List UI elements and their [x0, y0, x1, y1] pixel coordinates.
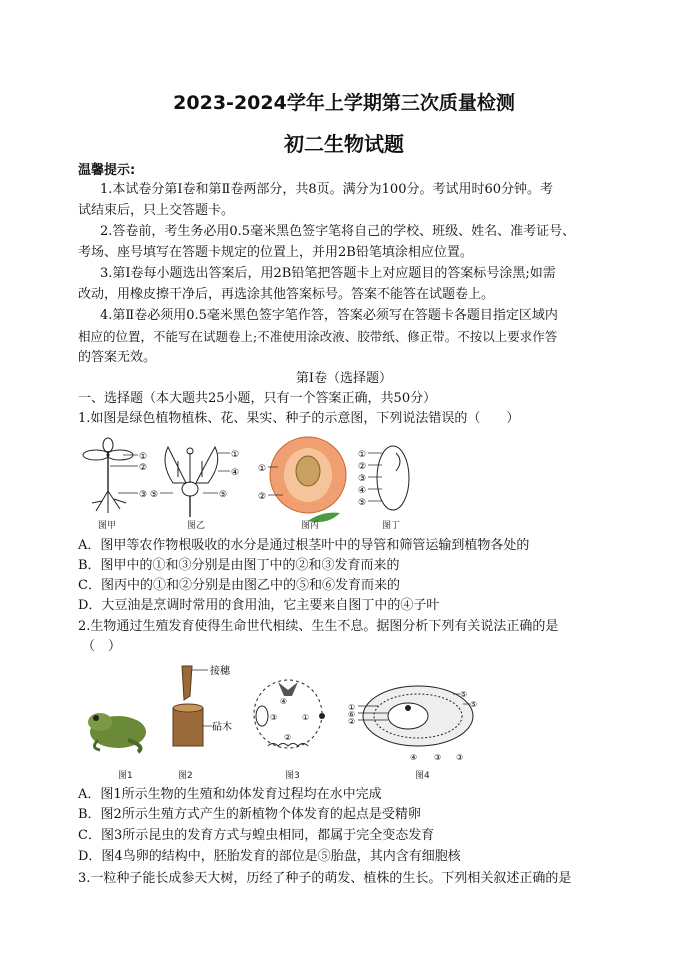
- label-6: ⑥: [348, 710, 356, 719]
- label-5: ⑤: [150, 490, 159, 500]
- insect-cycle-figure: [254, 680, 325, 748]
- q1-option-c: C．图丙中的①和②分别是由图乙中的⑤和⑥发育而来的: [78, 578, 400, 593]
- q1-figures: [78, 433, 428, 533]
- caption-fig2: 图2: [178, 771, 193, 781]
- q1-option-d: D．大豆油是烹调时常用的食用油，它主要来自图丁中的④子叶: [78, 598, 440, 613]
- q2-option-c: C．图3所示昆虫的发育方式与蝗虫相同，都属于完全变态发育: [78, 828, 435, 843]
- q2-option-a: A．图1所示生物的生殖和幼体发育过程均在水中完成: [78, 787, 382, 802]
- notice-line: 考场、座号填写在答题卡规定的位置上，并用2B铅笔填涂相应位置。: [78, 245, 473, 260]
- q1-option-a: A．图甲等农作物根吸收的水分是通过根茎叶中的导管和筛管运输到植物各处的: [78, 538, 530, 553]
- label-1: ①: [231, 450, 240, 460]
- grafting-figure: [173, 664, 232, 746]
- frog-figure: [88, 713, 146, 752]
- label-4: ④: [358, 486, 367, 496]
- caption-bing: 图丙: [301, 521, 320, 531]
- caption-fig3: 图3: [285, 771, 300, 781]
- question-2-stem-bracket: （ ）: [82, 639, 122, 654]
- egg-figure: [348, 686, 477, 762]
- label-5: ⑤: [219, 490, 228, 500]
- label-1: ①: [348, 703, 356, 712]
- label-1: ①: [139, 452, 148, 462]
- page-subtitle: 初二生物试题: [284, 132, 404, 156]
- question-1-stem: 1.如图是绿色植物植株、花、果实、种子的示意图，下列说法错误的（ ）: [78, 411, 520, 426]
- seed-figure: [358, 446, 409, 510]
- notice-line: 3.第Ⅰ卷每小题选出答案后，用2B铅笔把答题卡上对应题目的答案标号涂黑;如需: [100, 266, 556, 281]
- label-3: ③: [456, 753, 464, 762]
- section-heading: 一、选择题（本大题共25小题，只有一个答案正确，共50分）: [78, 391, 437, 406]
- label-4: ④: [231, 468, 240, 478]
- label-1: ①: [258, 464, 267, 474]
- label-1: ①: [358, 450, 367, 460]
- notice-heading: 温馨提示:: [78, 163, 136, 178]
- label-5: ⑤: [460, 690, 468, 699]
- label-3: ③: [270, 713, 278, 722]
- label-3: ③: [358, 474, 367, 484]
- page-title: 2023-2024学年上学期第三次质量检测: [173, 92, 515, 114]
- scion-label: 接穗: [210, 666, 230, 677]
- notice-line: 的答案无效。: [78, 350, 157, 365]
- q2-option-d: D．图4鸟卵的结构中，胚胎发育的部位是⑤胎盘，其内含有细胞核: [78, 849, 461, 864]
- peach-figure: [258, 437, 346, 522]
- caption-fig1: 图1: [118, 771, 133, 781]
- plant-figure: [83, 438, 147, 513]
- part-title: 第Ⅰ卷（选择题）: [295, 371, 393, 386]
- label-3: ③: [139, 490, 148, 500]
- question-2-stem: 2.生物通过生殖发育使得生命世代相续、生生不息。据图分析下列有关说法正确的是: [78, 619, 559, 634]
- notice-line: 1.本试卷分第Ⅰ卷和第Ⅱ卷两部分，共8页。满分为100分。考试用时60分钟。考: [100, 182, 554, 197]
- q2-option-b: B．图2所示生殖方式产生的新植物个体发育的起点是受精卵: [78, 807, 421, 822]
- label-4: ④: [280, 697, 288, 706]
- notice-line: 改动，用橡皮擦干净后，再选涂其他答案标号。答案不能答在试题卷上。: [78, 287, 495, 302]
- notice-line: 4.第Ⅱ卷必须用0.5毫米黑色签字笔作答，答案必须写在答题卡各题目指定区域内: [100, 308, 558, 323]
- notice-line: 相应的位置，不能写在试题卷上;不准使用涂改液、胶带纸、修正带。不按以上要求作答: [78, 329, 558, 344]
- q2-figures: [78, 660, 478, 765]
- label-4: ④: [410, 753, 418, 762]
- caption-yi: 图乙: [187, 521, 206, 531]
- notice-line: 试结束后，只上交答题卡。: [78, 203, 235, 218]
- caption-ding: 图丁: [382, 521, 401, 531]
- flower-figure: [150, 447, 239, 517]
- label-2: ②: [258, 492, 267, 502]
- label-2: ②: [348, 717, 356, 726]
- label-1: ①: [302, 713, 310, 722]
- label-2: ②: [284, 733, 292, 742]
- label-5: ⑤: [358, 498, 367, 508]
- caption-fig4: 图4: [415, 771, 430, 781]
- label-2: ②: [358, 462, 367, 472]
- caption-jia: 图甲: [98, 521, 117, 531]
- question-3-stem: 3.一粒种子能长成参天大树，历经了种子的萌发、植株的生长。下列相关叙述正确的是: [78, 871, 572, 886]
- label-3: ③: [434, 753, 442, 762]
- label-5: ⑤: [470, 700, 478, 709]
- label-2: ②: [139, 463, 148, 473]
- stock-label: 砧木: [212, 722, 232, 733]
- notice-line: 2.答卷前，考生务必用0.5毫米黑色签字笔将自己的学校、班级、姓名、准考证号、: [100, 224, 576, 239]
- q1-option-b: B．图甲中的①和③分别是由图丁中的②和③发育而来的: [78, 558, 400, 573]
